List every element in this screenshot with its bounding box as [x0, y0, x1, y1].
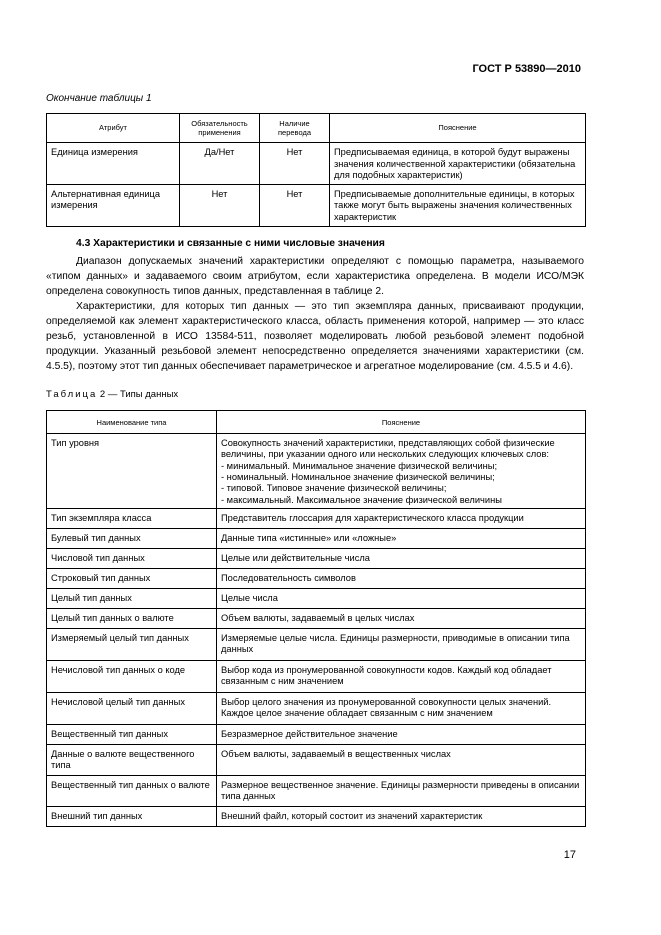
table-row	[47, 548, 586, 568]
section-heading: 4.3 Характеристики и связанные с ними числовые значения	[76, 238, 385, 249]
table1-col-header: Обязательность применения	[180, 114, 260, 143]
table1-continuation-label: Окончание таблицы 1	[46, 93, 152, 104]
type-name-cell: Строковый тип данных	[47, 568, 217, 588]
type-description-cell: Безразмерное действительное значение	[217, 724, 586, 744]
table1-cell: Предписываемая единица, в которой будут выражены значения количественной характеристики (обязательна для подобных характеристик)	[330, 143, 586, 185]
type-name-cell: Внешний тип данных	[47, 806, 217, 826]
table-row	[47, 692, 586, 724]
type-description-cell: Совокупность значений характеристики, представляющих собой физические величины, при указании одного или нескольких следующих ключевых слов: - минимальный. Минимальное значение физической величины; - номинальный. Номинальное значение физической величины; - типовой. Типовое значение физической величины; - максимальный. Максимальное значение физической величины	[217, 434, 586, 509]
table2-caption-label: Таблица	[46, 389, 98, 400]
table-row	[47, 568, 586, 588]
type-description-cell: Выбор целого значения из пронумерованной совокупности целых значений. Каждое целое значение обладает связанным с ним значением	[217, 692, 586, 724]
table-row	[47, 744, 586, 775]
table1	[46, 113, 586, 227]
table-row	[47, 724, 586, 744]
type-name-cell: Вещественный тип данных	[47, 724, 217, 744]
type-name-cell: Измеряемый целый тип данных	[47, 628, 217, 660]
type-description-cell: Выбор кода из пронумерованной совокупности кодов. Каждый код обладает связанным с ним значением	[217, 660, 586, 692]
table1-cell: Нет	[260, 184, 330, 226]
standard-number: ГОСТ Р 53890—2010	[472, 63, 581, 75]
table-row	[47, 143, 586, 185]
type-description-cell: Целые или действительные числа	[217, 548, 586, 568]
table1-cell: Единица измерения	[47, 143, 180, 185]
table1-cell: Альтернативная единица измерения	[47, 184, 180, 226]
type-description-cell: Объем валюты, задаваемый в целых числах	[217, 608, 586, 628]
type-description-cell: Данные типа «истинные» или «ложные»	[217, 528, 586, 548]
table1-cell: Нет	[180, 184, 260, 226]
table-row	[47, 528, 586, 548]
table-row	[47, 588, 586, 608]
table1-col-header: Наличие перевода	[260, 114, 330, 143]
type-description-cell: Представитель глоссария для характеристического класса продукции	[217, 508, 586, 528]
table2-header-row	[47, 411, 586, 434]
table2-caption-text: 2 — Типы данных	[99, 389, 179, 400]
table-row	[47, 608, 586, 628]
table-row	[47, 660, 586, 692]
type-name-cell: Целый тип данных	[47, 588, 217, 608]
table2-body	[47, 434, 586, 827]
type-name-cell: Данные о валюте вещественного типа	[47, 744, 217, 775]
table-row	[47, 508, 586, 528]
table1-cell: Да/Нет	[180, 143, 260, 185]
type-description-cell: Последовательность символов	[217, 568, 586, 588]
table-row	[47, 434, 586, 509]
type-name-cell: Целый тип данных о валюте	[47, 608, 217, 628]
type-description-cell: Объем валюты, задаваемый в вещественных числах	[217, 744, 586, 775]
table2-col-header: Пояснение	[217, 411, 586, 434]
table2-col-header: Наименование типа	[47, 411, 217, 434]
table1-cell: Нет	[260, 143, 330, 185]
paragraph-text: Диапазон допускаемых значений характеристики определяют с помощью параметра, называемого «типом данных» и задаваемого своим атрибутом, если характеристика определена. В модели ИСО/МЭК определена совокупность типов данных, представленная в таблице 2.	[46, 256, 584, 297]
paragraph-text: Характеристики, для которых тип данных — это тип экземпляра данных, присваивают продукции, определяемой как элемент характеристического класса, область применения которой, например — это класс резьб, установленной в ИСО 13584-511, позволяет моделировать любой резьбовой элемент подобной продукции. Указанный резьбовой элемент непосредственно определяется значениями характеристики (см. 4.5.5), поэтому этот тип данных обеспечивает параметрическое и агрегатное моделирование (см. 4.5.5 и 4.6).	[46, 301, 584, 372]
table1-header-row	[47, 114, 586, 143]
type-name-cell: Нечисловой тип данных о коде	[47, 660, 217, 692]
table-row	[47, 806, 586, 826]
type-description-cell: Размерное вещественное значение. Единицы размерности приведены в описании типа данных	[217, 775, 586, 806]
table2-caption	[46, 389, 178, 400]
table1-col-header: Атрибут	[47, 114, 180, 143]
type-description-cell: Измеряемые целые числа. Единицы размерности, приводимые в описании типа данных	[217, 628, 586, 660]
table-row	[47, 775, 586, 806]
table-row	[47, 628, 586, 660]
table2	[46, 410, 586, 827]
section-paragraph-1	[46, 254, 584, 299]
type-name-cell: Вещественный тип данных о валюте	[47, 775, 217, 806]
type-name-cell: Нечисловой целый тип данных	[47, 692, 217, 724]
table1-cell: Предписываемые дополнительные единицы, в которых также могут быть выражены значения количественных характеристик	[330, 184, 586, 226]
table1-col-header: Пояснение	[330, 114, 586, 143]
type-description-cell: Целые числа	[217, 588, 586, 608]
section-paragraph-2	[46, 299, 584, 374]
type-description-cell: Внешний файл, который состоит из значений характеристик	[217, 806, 586, 826]
type-name-cell: Булевый тип данных	[47, 528, 217, 548]
page-number: 17	[563, 849, 576, 861]
type-name-cell: Тип экземпляра класса	[47, 508, 217, 528]
table-row	[47, 184, 586, 226]
type-name-cell: Тип уровня	[47, 434, 217, 509]
type-name-cell: Числовой тип данных	[47, 548, 217, 568]
